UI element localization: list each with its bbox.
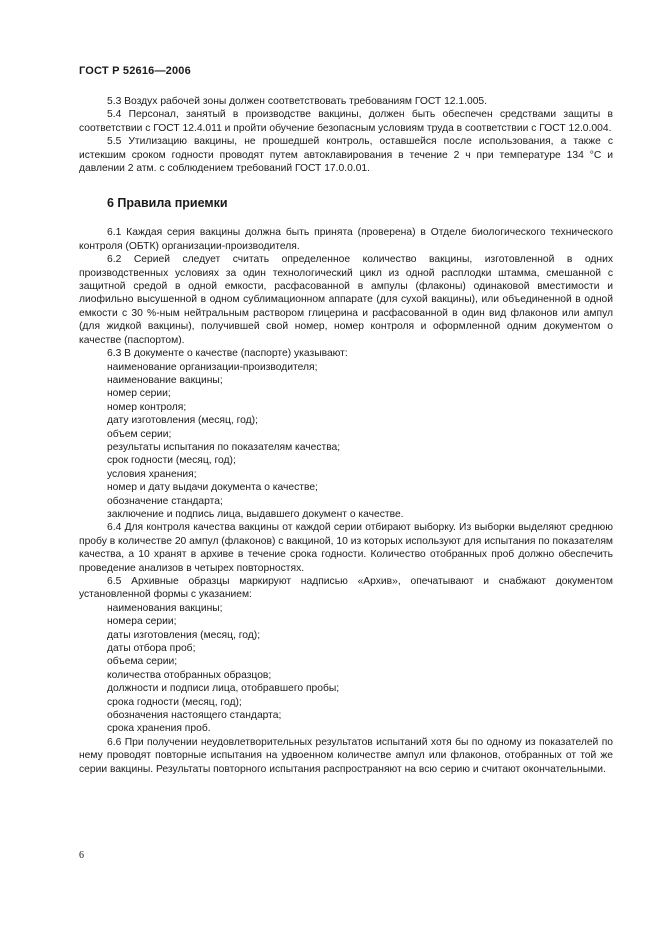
list-item: обозначение стандарта; bbox=[107, 495, 223, 507]
list-item: срока годности (месяц, год); bbox=[107, 696, 242, 708]
paragraph-6-4: 6.4 Для контроля качества вакцины от каждой серии отбирают выборку. Из выборки выделяют среднюю пробу в количестве 20 ампул (флаконов) с вакциной, 10 из которых используют для испытания по показателям качества, а 10 хранят в архиве в течение срока годности. Количество отобранных проб должно обеспечить проведение анализов в четырех повторностях. bbox=[79, 522, 613, 574]
paragraph-5-4: 5.4 Персонал, занятый в производстве вакцины, должен быть обеспечен средствами защиты в соответствии с ГОСТ 12.4.011 и пройти обучение безопасным условиям труда в соответствии с ГОСТ 12.0.004. bbox=[79, 109, 613, 134]
paragraph-6-1: 6.1 Каждая серия вакцины должна быть принята (проверена) в Отделе биологического технического контроля (ОБТК) организации-производителя. bbox=[79, 227, 613, 252]
list-item: дату изготовления (месяц, год); bbox=[107, 415, 258, 427]
document-body bbox=[79, 95, 613, 776]
paragraph-6-3: 6.3 В документе о качестве (паспорте) указывают: bbox=[107, 348, 348, 360]
paragraph-6-6: 6.6 При получении неудовлетворительных результатов испытаний хотя бы по одному из показателей по нему проводят повторные испытания на удвоенном количестве ампул или флаконов, отобранных от той же серии вакцины. Результаты повторного испытания распространяют на всю серию и считают окончательными. bbox=[79, 736, 613, 775]
list-item: наименования вакцины; bbox=[107, 602, 223, 614]
list-item: обозначения настоящего стандарта; bbox=[107, 710, 282, 722]
paragraph-5-5: 5.5 Утилизацию вакцины, не прошедшей контроль, оставшейся после использования, а также с истекшим сроком годности проводят путем автоклавирования в течение 2 ч при температуре 134 °С и давлении 2 атм. с соблюдением требований ГОСТ 17.0.0.01. bbox=[79, 136, 613, 175]
list-item: условия хранения; bbox=[107, 468, 197, 480]
list-item: номер контроля; bbox=[107, 401, 187, 413]
list-item: количества отобранных образцов; bbox=[107, 669, 272, 681]
list-item: срок годности (месяц, год); bbox=[107, 455, 236, 467]
list-item: номера серии; bbox=[107, 616, 177, 628]
section-heading: 6 Правила приемки bbox=[107, 196, 228, 211]
list-item: наименование организации-производителя; bbox=[107, 361, 318, 373]
list-item: объема серии; bbox=[107, 656, 178, 668]
paragraph-6-5: 6.5 Архивные образцы маркируют надписью «Архив», опечатывают и снабжают документом установленной формы с указанием: bbox=[79, 576, 613, 601]
list-item: срока хранения проб. bbox=[107, 723, 211, 735]
list-item: заключение и подпись лица, выдавшего документ о качестве. bbox=[107, 508, 404, 520]
list-item: должности и подписи лица, отобравшего пробы; bbox=[107, 683, 340, 695]
list-item: даты отбора проб; bbox=[107, 643, 196, 655]
paragraph-5-3: 5.3 Воздух рабочей зоны должен соответствовать требованиям ГОСТ 12.1.005. bbox=[107, 96, 488, 107]
list-item: номер и дату выдачи документа о качестве; bbox=[107, 482, 318, 494]
document-header: ГОСТ Р 52616—2006 bbox=[79, 65, 191, 77]
list-item: даты изготовления (месяц, год); bbox=[107, 629, 261, 641]
list-item: номер серии; bbox=[107, 388, 171, 400]
paragraph-6-2: 6.2 Серией следует считать определенное количество вакцины, изготовленной в одних производственных условиях за один технологический цикл из одной расплодки штамма, смешанной с защитной средой в одной емкости, расфасованной в ампулы (флаконы) одинаковой вместимости и лиофильно высушенной в одном сублимационном аппарате (для сухой вакцины), или объединенной в одной емкости с 30 %-ным нейтральным раствором глицерина и расфасованной в один вид флаконов или ампул (для жидкой вакцины), получившей свой номер, номер контроля и оформленной одним документом о качестве (паспортом). bbox=[79, 254, 613, 346]
page-number: 6 bbox=[79, 850, 84, 861]
list-item: результаты испытания по показателям качества; bbox=[107, 441, 341, 453]
list-item: наименование вакцины; bbox=[107, 374, 223, 386]
list-item: объем серии; bbox=[107, 428, 172, 440]
